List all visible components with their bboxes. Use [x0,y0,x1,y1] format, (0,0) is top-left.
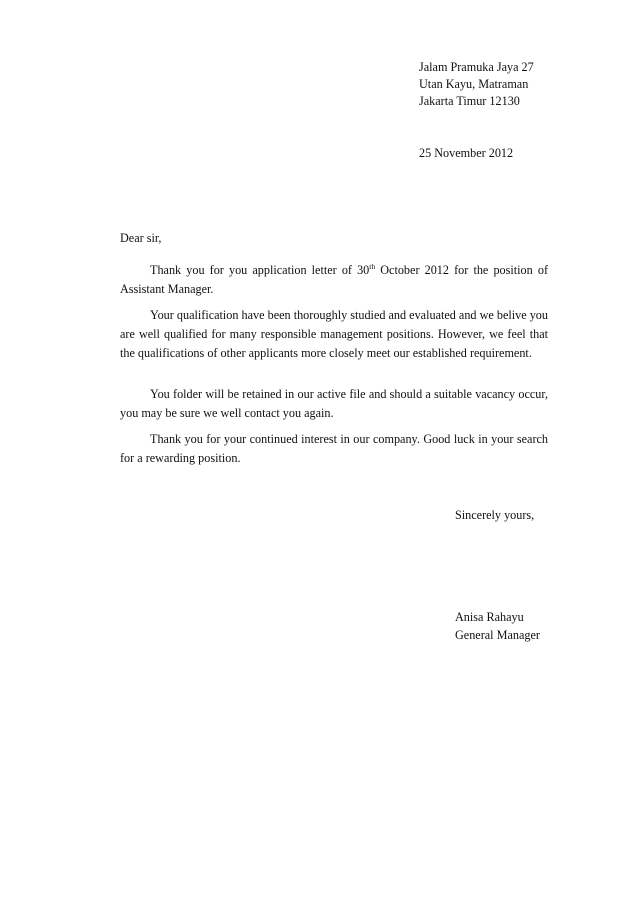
signature-block [455,608,540,644]
complimentary-close: Sincerely yours, [455,508,535,522]
p1-text-end: October 2012 for the position of Assistant Manager. [120,263,549,297]
sender-district: Utan Kayu, Matraman [419,77,529,91]
ordinal-suffix: th [369,261,376,271]
signer-name: Anisa Rahayu [455,610,524,624]
sender-street: Jalam Pramuka Jaya 27 [419,60,534,74]
sender-city: Jakarta Timur 12130 [419,94,520,108]
body-paragraph-1 [120,261,548,299]
p1-text-start: Thank you for you application letter of 30 [150,263,370,277]
signer-title: General Manager [455,628,540,642]
letter-date: 25 November 2012 [419,146,514,160]
sender-address [419,59,534,110]
body-paragraph-3: You folder will be retained in our active file and should a suitable vacancy occur, you may be sure we well contact you again. [120,387,548,421]
body-paragraph-4: Thank you for your continued interest in our company. Good luck in your search for a rewarding position. [120,432,548,466]
body-paragraph-2: Your qualification have been thoroughly studied and evaluated and we belive you are well qualified for many responsible management positions. However, we feel that the qualifications of other applicants more closely meet our established requirement. [120,308,548,361]
salutation: Dear sir, [120,231,162,245]
